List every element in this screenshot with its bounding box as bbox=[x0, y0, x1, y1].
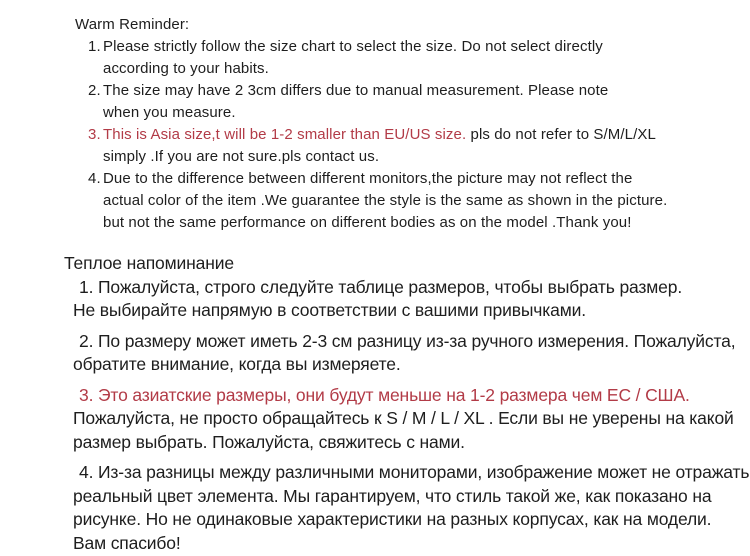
english-item-4-line-3: but not the same performance on different bodies as on the model .Thank you! bbox=[103, 214, 632, 231]
text-line: The size may have 2 3cm differs due to manual measurement. Please note bbox=[103, 82, 609, 99]
russian-reminder-section bbox=[0, 252, 750, 555]
russian-item-4-line-4: Вам спасибо! bbox=[73, 532, 181, 553]
text-line: Due to the difference between different monitors,the picture may not reflect the bbox=[103, 170, 633, 187]
english-item-2-line-1 bbox=[0, 80, 750, 102]
english-item-3-line-1 bbox=[0, 124, 750, 146]
russian-heading: Теплое напоминание bbox=[64, 253, 234, 273]
english-item-3-line-2: simply .If you are not sure.pls contact us. bbox=[103, 148, 380, 165]
russian-item-2-line-2: обратите внимание, когда вы измеряете. bbox=[73, 354, 401, 374]
english-heading: Warm Reminder: bbox=[75, 16, 190, 33]
russian-item-2-line-1: 2. По размеру может иметь 2-3 см разницу из-за ручного измерения. Пожалуйста, bbox=[79, 330, 736, 351]
russian-item-3-line-3: размер выбрать. Пожалуйста, свяжитесь с нами. bbox=[73, 431, 465, 452]
russian-item-1 bbox=[0, 276, 750, 323]
text-line: pls do not refer to S/M/L/XL bbox=[466, 126, 656, 143]
russian-item-2 bbox=[0, 330, 750, 377]
red-highlight-text: This is Asia size,t will be 1-2 smaller than EU/US size. bbox=[103, 126, 467, 143]
item-number: 4. bbox=[88, 170, 101, 187]
english-item-4-line-2: actual color of the item .We guarantee the style is the same as shown in the picture. bbox=[103, 192, 668, 209]
russian-item-3-line-2: Пожалуйста, не просто обращайтесь к S / M / L / XL . Если вы не уверены на какой bbox=[73, 408, 734, 428]
red-highlight-text: 3. Это азиатские размеры, они будут меньше на 1-2 размера чем ЕС / США. bbox=[79, 384, 690, 405]
russian-item-4-line-2: реальный цвет элемента. Мы гарантируем, что стиль такой же, как показано на bbox=[73, 485, 712, 506]
russian-item-4-line-1: 4. Из-за разницы между различными мониторами, изображение может не отражать bbox=[79, 462, 750, 482]
russian-item-4-line-3: рисунке. Но не одинаковые характеристики на разных корпусах, как на модели. bbox=[73, 509, 712, 529]
english-item-1-line-2: according to your habits. bbox=[103, 60, 269, 77]
english-item-1-line-1 bbox=[0, 36, 750, 58]
russian-item-1-line-2: Не выбирайте напрямую в соответствии с вашими привычками. bbox=[73, 300, 586, 320]
english-item-4-line-1 bbox=[0, 168, 750, 190]
item-number: 3. bbox=[88, 126, 101, 143]
russian-item-1-line-1: 1. Пожалуйста, строго следуйте таблице размеров, чтобы выбрать размер. bbox=[79, 276, 683, 297]
english-item-2-line-2: when you measure. bbox=[103, 104, 236, 121]
english-reminder-section bbox=[0, 0, 750, 234]
item-number: 2. bbox=[88, 82, 101, 99]
russian-item-3 bbox=[0, 384, 750, 455]
text-line: Please strictly follow the size chart to select the size. Do not select directly bbox=[103, 38, 603, 55]
item-number: 1. bbox=[88, 38, 101, 55]
russian-item-4 bbox=[0, 461, 750, 555]
